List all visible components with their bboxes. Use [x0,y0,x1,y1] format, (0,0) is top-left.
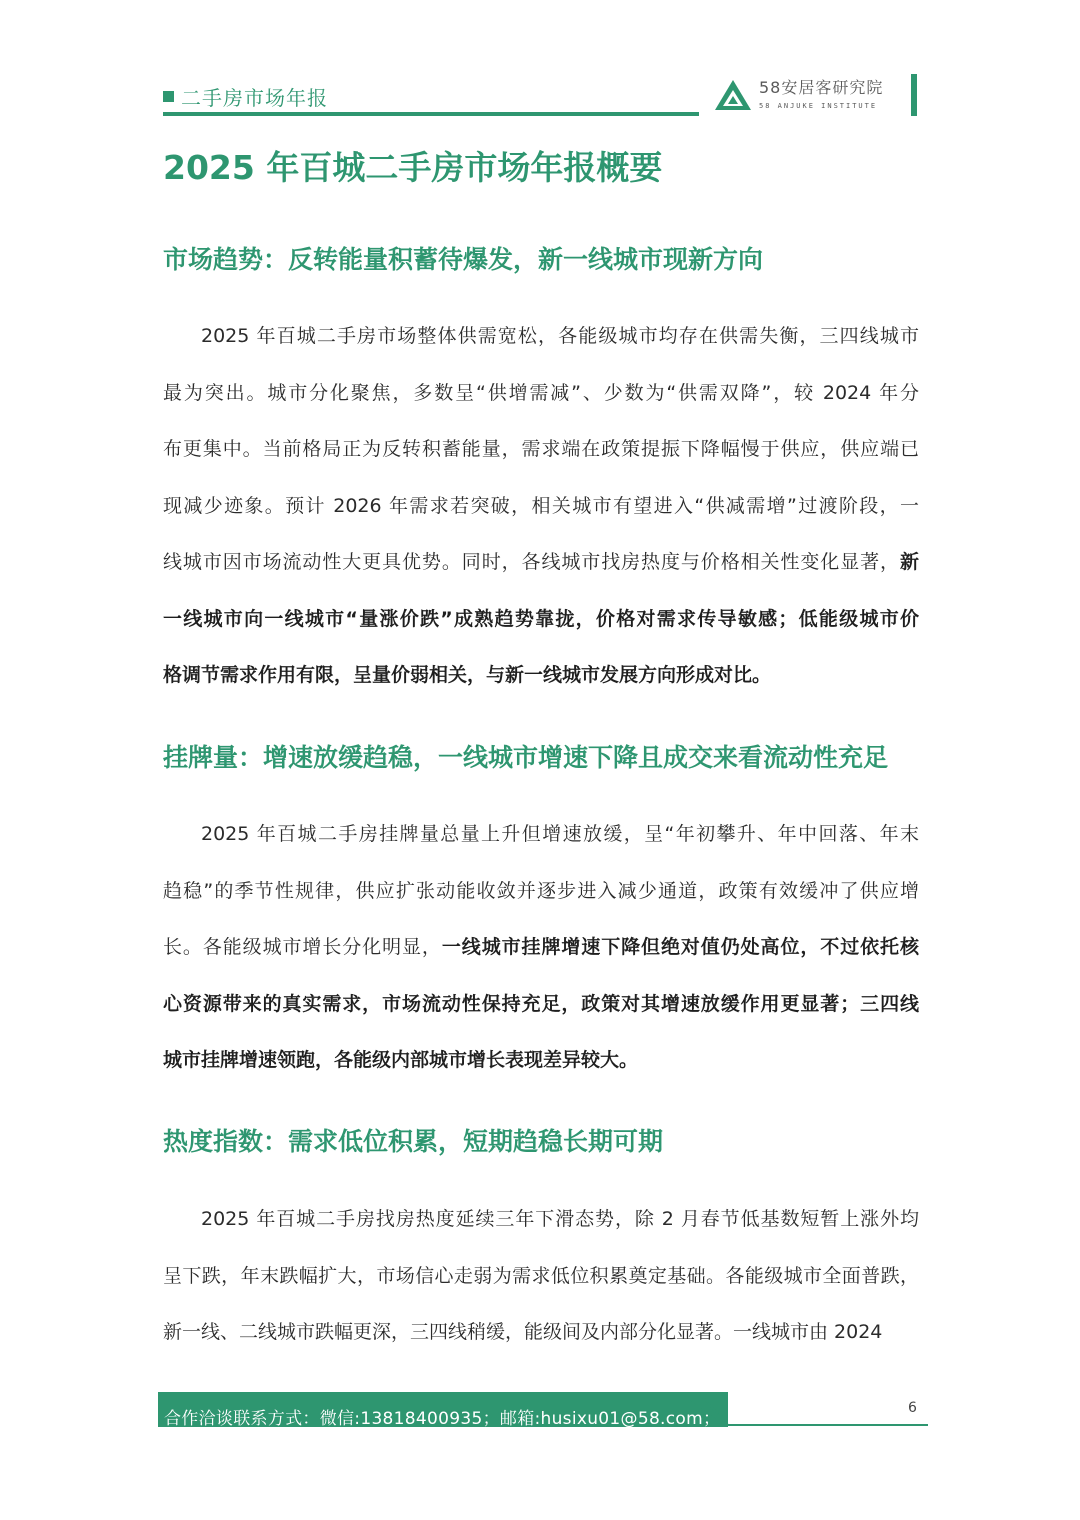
paragraph-line [163,1191,919,1248]
section-heading-market-trend: 市场趋势：反转能量积蓄待爆发，新一线城市现新方向 [163,245,764,274]
emphasis-text: 一线城市挂牌增速下降但绝对值仍处高位，不过依托核 [441,936,919,958]
section-body-heat-index [163,1191,919,1361]
body-text: 2025 年百城二手房挂牌量总量上升但增速放缓，呈“年初攀升、年中回落、年末 [201,823,919,845]
report-series-label [163,82,328,111]
paragraph-line [163,591,919,648]
body-text: 2025 年百城二手房市场整体供需宽松，各能级城市均存在供需失衡，三四线城市 [201,325,919,347]
header-accent-bar [911,74,917,116]
square-bullet-icon [163,91,174,102]
page-header [163,74,919,118]
paragraph-line [163,806,919,863]
body-text: 线城市因市场流动性大更具优势。同时，各线城市找房热度与价格相关性变化显著， [163,551,900,573]
paragraph-line [163,919,919,976]
footer-underline [698,1392,928,1427]
brand-subtitle: 58 ANJUKE INSTITUTE [759,102,878,110]
paragraph-line [163,534,919,591]
header-divider [163,112,699,116]
paragraph-line [163,976,919,1033]
body-text: 布更集中。当前格局正为反转积蓄能量，需求端在政策提振下降幅慢于供应，供应端已 [163,438,919,460]
body-text: 现减少迹象。预计 2026 年需求若突破，相关城市有望进入“供减需增”过渡阶段，一 [163,494,919,517]
body-text: 2025 年百城二手房找房热度延续三年下滑态势，除 2 月春节低基数短暂上涨外均 [201,1208,919,1230]
body-text: 呈下跌，年末跌幅扩大，市场信心走弱为需求低位积累奠定基础。各能级城市全面普跌， [163,1264,919,1287]
emphasis-text: 城市挂牌增速领跑，各能级内部城市增长表现差异较大。 [163,1049,639,1071]
paragraph-line [163,863,919,920]
paragraph-line [163,421,919,478]
paragraph-line [163,308,919,365]
body-text: 长。各能级城市增长分化明显， [163,936,442,958]
brand-block [713,78,883,112]
section-heading-listings: 挂牌量：增速放缓趋稳，一线城市增速下降且成交来看流动性充足 [163,743,889,772]
page-footer [158,1390,928,1430]
section-heading-heat-index: 热度指数：需求低位积累，短期趋稳长期可期 [163,1127,664,1156]
contact-info: 合作洽谈联系方式：微信:13818400935；邮箱:husixu01@58.com； [164,1409,721,1429]
emphasis-text: 新 [899,551,919,573]
body-text: 趋稳”的季节性规律，供应扩张动能收敛并逐步进入减少通道，政策有效缓冲了供应增 [163,879,919,902]
paragraph-line [163,365,919,422]
emphasis-text: 格调节需求作用有限，呈量价弱相关，与新一线城市发展方向形成对比。 [163,664,772,686]
section-body-listings [163,806,919,1089]
paragraph-line [163,478,919,535]
body-text: 最为突出。城市分化聚焦，多数呈“供增需减”、少数为“供需双降”，较 2024 年分 [163,381,919,404]
section-body-market-trend [163,308,919,704]
emphasis-text: 一线城市向一线城市“量涨价跌”成熟趋势靠拢，价格对需求传导敏感；低能级城市价 [163,607,919,630]
paragraph-line [163,1032,919,1089]
body-text: 新一线、二线城市跌幅更深，三四线稍缓，能级间及内部分化显著。一线城市由 2024 [163,1321,883,1343]
paragraph-line [163,1304,919,1361]
triangle-logo-icon [713,78,753,112]
paragraph-line [163,1248,919,1305]
page-number: 6 [908,1400,917,1416]
emphasis-text: 心资源带来的真实需求，市场流动性保持充足，政策对其增速放缓作用更显著；三四线 [163,992,919,1015]
report-series-text: 二手房市场年报 [181,86,328,110]
brand-name: 58安居客研究院 [759,78,884,97]
page-title: 2025 年百城二手房市场年报概要 [163,148,663,187]
paragraph-line [163,647,919,704]
